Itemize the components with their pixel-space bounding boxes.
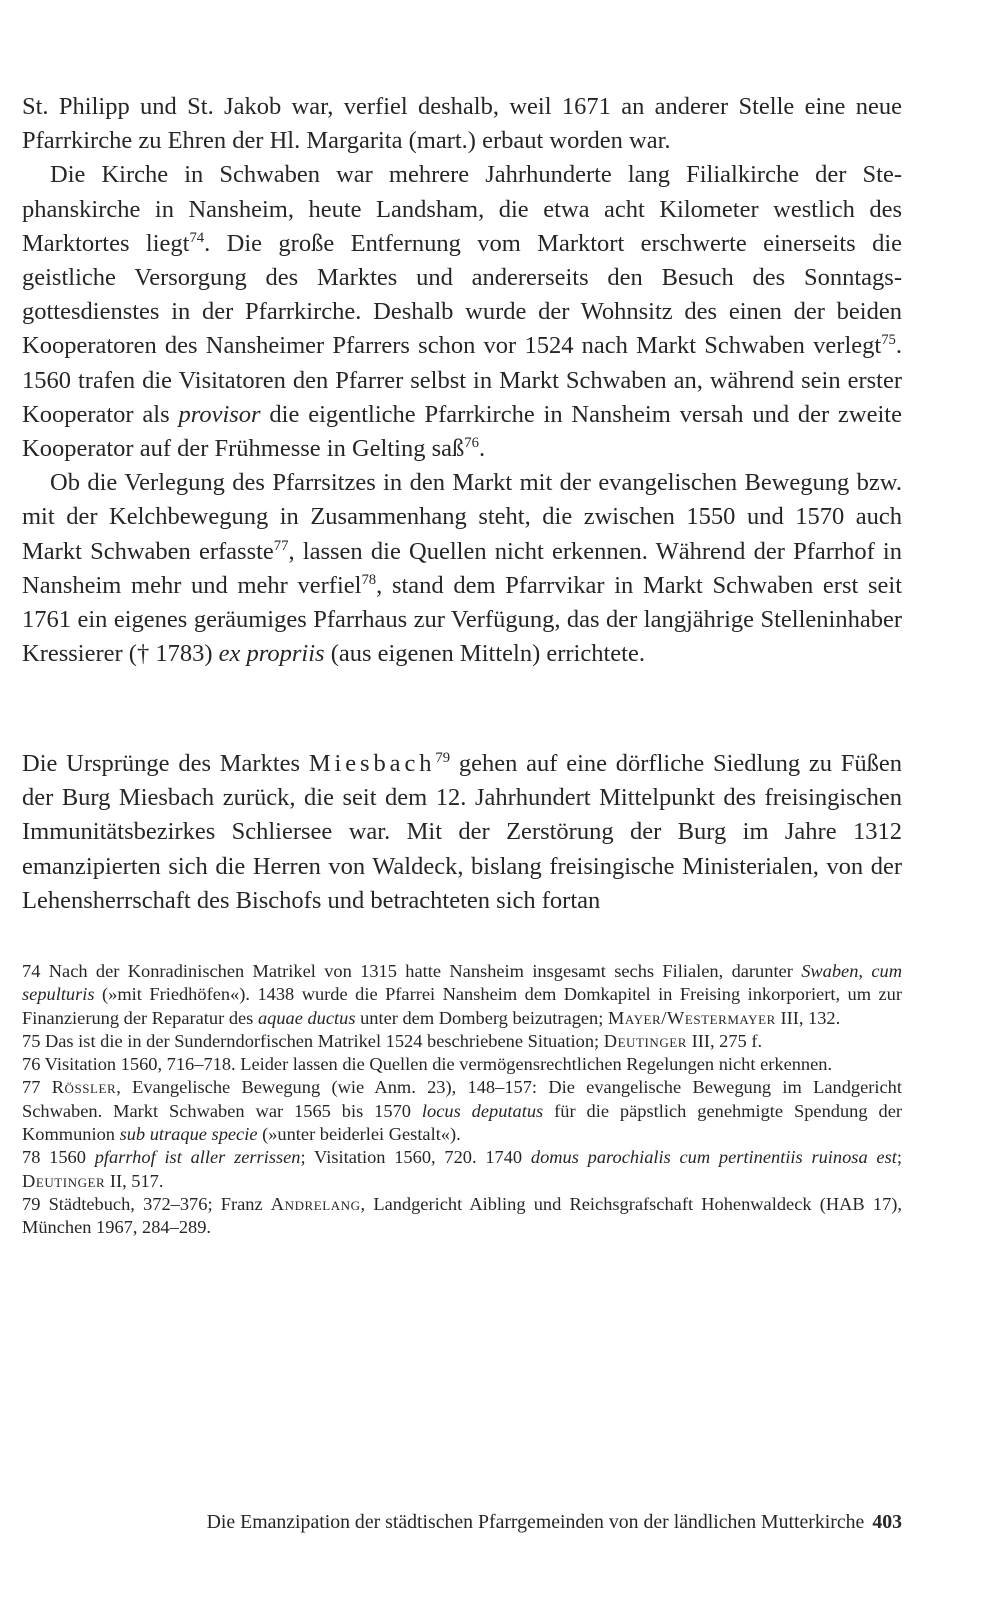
footnote-ref-74: 74 <box>189 229 205 246</box>
italic-term: locus deputatus <box>421 1100 544 1121</box>
text-run: . Die große Entfernung vom Marktort erschwerte einerseits die geistliche Versorgung des Marktes und andererseits den Besuch des Sonntagsgottesdienstes in der Pfarrkirche. Deshalb wurde der Wohnsitz des einen der beiden Kooperatoren des Nansheimer Pfarrers schon vor 1524 nach Markt Schwaben verlegt <box>22 229 903 360</box>
text-run: II, 517. <box>105 1170 164 1191</box>
italic-term: sub utraque specie <box>119 1124 258 1145</box>
footnote-ref-78: 78 <box>361 571 377 588</box>
paragraph <box>22 158 902 466</box>
text-run: Die Kirche in Schwaben war mehrere Jahrhunderte lang Filialkirche der Stephanskirche in Nansheim, heute Landsham, die etwa acht Kilometer westlich des Marktortes liegt <box>22 161 902 257</box>
paragraph <box>22 747 902 918</box>
paragraph <box>22 466 902 671</box>
text-run: 77 <box>22 1077 52 1098</box>
text-run: . <box>478 435 486 463</box>
footnote-75 <box>22 1030 902 1053</box>
footnote-76 <box>22 1053 902 1076</box>
footnote-74 <box>22 960 902 1030</box>
footnote-79 <box>22 1193 902 1240</box>
letterspaced-place-name: Miesbach <box>308 750 436 777</box>
footnote-ref-77: 77 <box>273 537 289 554</box>
footnote-ref-79: 79 <box>435 749 451 766</box>
text-run: ; <box>896 1147 902 1168</box>
text-run: unter dem Domberg beizutragen; <box>355 1007 608 1028</box>
text-run: Die Ursprünge des Marktes <box>22 750 309 777</box>
text-run: (»mit Friedhöfen«). 1438 wurde die Pfarrei Nansheim dem Domkapitel in Freising inkorporiert, um zur Finanzierung der Reparatur des <box>22 984 902 1028</box>
italic-term: ex propriis <box>218 640 325 668</box>
author-name: Andrelang <box>270 1193 361 1214</box>
author-name: Rössler <box>51 1077 117 1098</box>
text-run: die eigentliche Pfarrkirche in Nansheim versah und der zweite Kooperator auf der Frühmesse in Gelting saß <box>22 400 902 463</box>
text-run: (»unter beiderlei Gestalt«). <box>257 1124 461 1145</box>
text-run: 74 Nach der Konradinischen Matrikel von 1315 hatte Nansheim insgesamt sechs Filialen, darunter <box>22 961 802 981</box>
running-title: Die Emanzipation der städtischen Pfarrgemeinden von der ländlichen Mutterkirche <box>206 1511 865 1533</box>
running-footer <box>22 1509 902 1535</box>
author-name: Mayer/Westermayer <box>607 1007 776 1028</box>
text-run: . 1560 trafen die Visitatoren den Pfarrer selbst in Markt Schwaben an, während sein erster Kooperator als <box>22 332 902 428</box>
text-run: St. Philipp und St. Jakob war, verfiel deshalb, weil 1671 an anderer Stelle eine neue Pfarrkirche zu Ehren der Hl. Margarita (mart.) erbaut worden war. <box>22 93 902 155</box>
text-run: 78 1560 <box>22 1147 95 1168</box>
main-text-block-1 <box>22 90 902 671</box>
text-run: für die päpstlich genehmigte Spendung der Kommunion <box>22 1100 902 1145</box>
italic-term: aquae ductus <box>257 1007 356 1028</box>
text-run: , Landgericht Aibling und Reichsgrafschaft Hohenwaldeck (HAB 17), München 1967, 284–289. <box>22 1193 902 1238</box>
italic-term: domus parochialis cum pertinentiis ruinosa est <box>530 1147 897 1168</box>
text-run: 79 Städtebuch, 372–376; Franz <box>22 1193 271 1214</box>
text-run: gehen auf eine dörfliche Siedlung zu Füßen der Burg Miesbach zurück, die seit dem 12. Jahrhundert Mittelpunkt des freisingischen Immunitätsbezirkes Schliersee war. Mit der Zerstörung der Burg im Jahre 1312 emanzipierten sich die Herren von Waldeck, bislang freisingische Ministerialen, von der Lehensherrschaft des Bischofs und betrachteten sich fortan <box>22 750 902 914</box>
text-run: , lassen die Quellen nicht erkennen. Während der Pfarrhof in Nansheim mehr und mehr verfiel <box>22 537 902 599</box>
text-run: ; Visitation 1560, 720. 1740 <box>300 1147 531 1168</box>
main-text-block-2 <box>22 747 902 918</box>
text-run: III, 275 f. <box>686 1030 763 1051</box>
italic-term: pfarrhof ist aller zerrissen <box>94 1147 301 1168</box>
text-run: , Evangelische Bewegung (wie Anm. 23), 148–157: Die evangelische Bewegung im Landgericht Schwaben. Markt Schwaben war 1565 bis 1570 <box>22 1077 902 1121</box>
author-name: Deutinger <box>22 1170 106 1191</box>
italic-term: provisor <box>178 400 261 428</box>
italic-term: Swaben, cum sepulturis <box>22 961 903 1005</box>
paragraph <box>22 90 902 158</box>
text-run: Ob die Verlegung des Pfarrsitzes in den Markt mit der evangelischen Bewegung bzw. mit der Kelchbewegung in Zusammenhang steht, die zwischen 1550 und 1570 auch Markt Schwaben erfasste <box>22 469 902 565</box>
text-run: 75 Das ist die in der Sunderndorfischen Matrikel 1524 beschriebene Situation; <box>22 1030 604 1051</box>
footnote-ref-76: 76 <box>464 434 479 451</box>
text-run: 76 Visitation 1560, 716–718. Leider lassen die Quellen die vermögensrechtlichen Regelungen nicht erkennen. <box>22 1054 833 1075</box>
author-name: Deutinger <box>603 1030 687 1051</box>
footnote-78 <box>22 1146 902 1193</box>
footnote-ref-75: 75 <box>881 332 896 349</box>
footnote-77 <box>22 1076 902 1146</box>
text-run: , stand dem Pfarrvikar in Markt Schwaben erst seit 1761 ein eigenes geräumiges Pfarrhaus zur Verfügung, das der langjährige Stelleninhaber Kressierer († 1783) <box>22 571 902 668</box>
footnotes <box>22 960 902 1240</box>
text-run: III, 132. <box>775 1007 841 1028</box>
text-run: (aus eigenen Mitteln) errichtete. <box>324 640 645 668</box>
page-number: 403 <box>872 1511 902 1533</box>
